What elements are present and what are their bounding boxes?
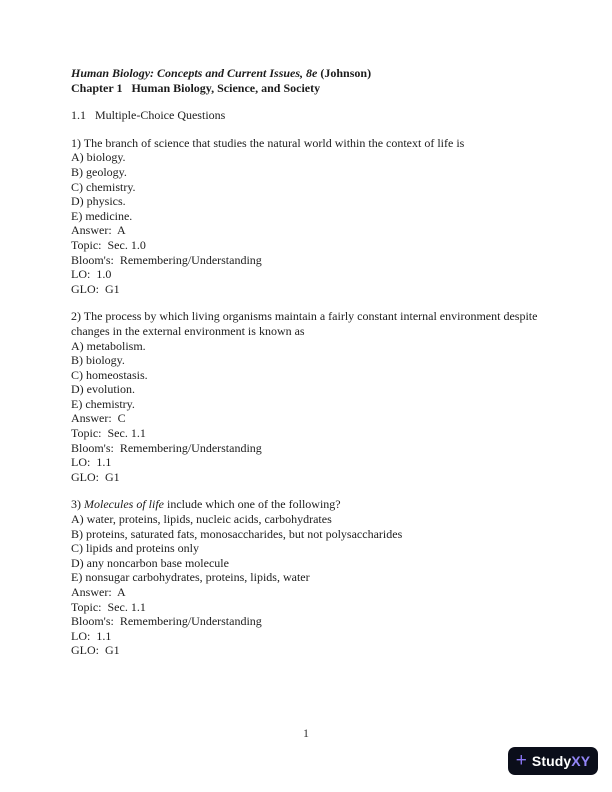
document-page	[71, 66, 547, 658]
answer-option: D) any noncarbon base molecule	[71, 555, 229, 570]
question-stem	[71, 497, 547, 512]
logo-text-study: Study	[531, 753, 572, 769]
page-number: 1	[303, 726, 309, 740]
answer-option: C) lipids and proteins only	[71, 541, 199, 556]
book-title-line	[71, 66, 547, 81]
answer-option: A) metabolism.	[71, 338, 146, 353]
blooms-line: Bloom's: Remembering/Understanding	[71, 252, 262, 267]
answer-option: E) nonsugar carbohydrates, proteins, lipids, water	[71, 570, 310, 585]
book-title: Human Biology: Concepts and Current Issues, 8e	[71, 66, 318, 80]
question-block-1	[71, 136, 547, 297]
answer-option: C) homeostasis.	[71, 367, 148, 382]
chapter-title: Chapter 1 Human Biology, Science, and Society	[71, 80, 321, 95]
stem-text: 2) The process by which living organisms maintain a fairly constant internal environment despite changes in the external environment is known as	[71, 309, 541, 338]
answer-option: A) biology.	[71, 150, 126, 165]
answer-line: Answer: C	[71, 411, 126, 426]
studyxy-logo[interactable]	[508, 747, 598, 775]
blooms-line: Bloom's: Remembering/Understanding	[71, 614, 262, 629]
logo-text-xy: XY	[571, 753, 591, 769]
lo-line: LO: 1.1	[71, 455, 112, 470]
question-stem	[71, 136, 547, 151]
stem-text: 3)	[71, 497, 84, 512]
blooms-line: Bloom's: Remembering/Understanding	[71, 440, 262, 455]
glo-line: GLO: G1	[71, 643, 120, 658]
stem-italic-text: Molecules of life	[84, 497, 164, 512]
glo-line: GLO: G1	[71, 281, 120, 296]
answer-option: B) geology.	[71, 164, 127, 179]
question-block-2	[71, 309, 547, 484]
topic-line: Topic: Sec. 1.1	[71, 426, 146, 441]
document-header	[71, 66, 547, 95]
book-author: (Johnson)	[317, 66, 372, 80]
question-block-3	[71, 497, 547, 658]
answer-option: B) biology.	[71, 353, 125, 368]
answer-option: D) evolution.	[71, 382, 135, 397]
topic-line: Topic: Sec. 1.1	[71, 599, 146, 614]
stem-text: 1) The branch of science that studies the natural world within the context of life is	[71, 135, 465, 150]
lo-line: LO: 1.0	[71, 267, 112, 282]
plus-icon: +	[515, 749, 527, 771]
question-stem	[71, 309, 547, 338]
answer-line: Answer: A	[71, 585, 126, 599]
answer-option: C) chemistry.	[71, 179, 136, 194]
answer-option: D) physics.	[71, 194, 126, 209]
answer-line: Answer: A	[71, 223, 126, 238]
answer-option: A) water, proteins, lipids, nucleic acids, carbohydrates	[71, 512, 332, 527]
answer-option: E) chemistry.	[71, 396, 135, 411]
lo-line: LO: 1.1	[71, 628, 112, 643]
section-heading: 1.1 Multiple-Choice Questions	[71, 108, 226, 123]
stem-rest-text: include which one of the following?	[163, 497, 341, 512]
answer-option: E) medicine.	[71, 208, 133, 223]
logo-text	[532, 753, 590, 769]
answer-option: B) proteins, saturated fats, monosaccharides, but not polysaccharides	[71, 526, 403, 541]
glo-line: GLO: G1	[71, 469, 120, 484]
topic-line: Topic: Sec. 1.0	[71, 237, 146, 252]
